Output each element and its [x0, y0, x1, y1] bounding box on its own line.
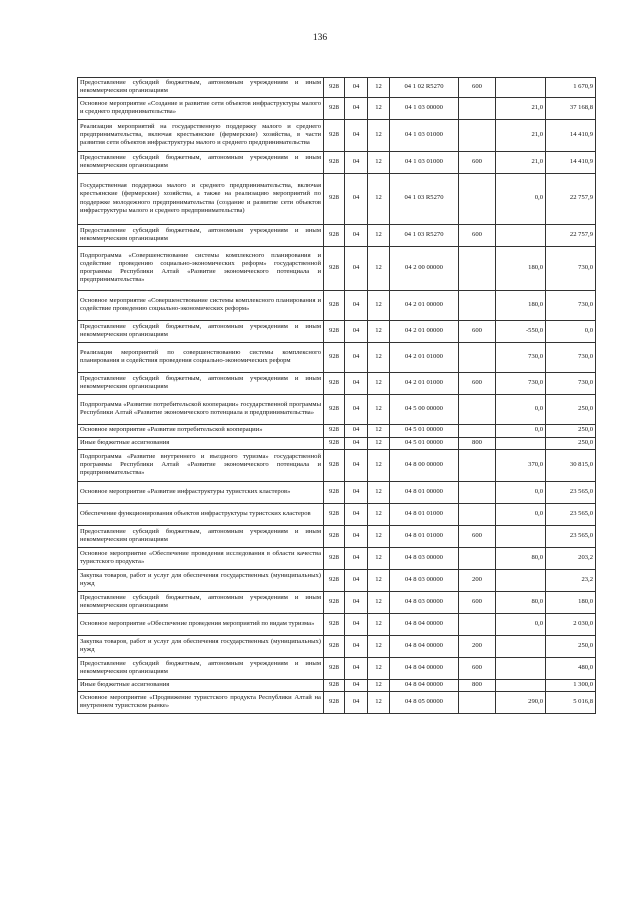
row-name: Основное мероприятие «Обеспечение проведения исследования в области качества туристского продукта»: [78, 547, 324, 569]
row-podrazdel: 12: [368, 525, 390, 547]
row-amount-change: 180,0: [496, 246, 546, 290]
row-tselevaya-statya: 04 8 01 01000: [390, 525, 459, 547]
row-grbs: 928: [324, 449, 345, 481]
row-grbs: 928: [324, 547, 345, 569]
row-podrazdel: 12: [368, 246, 390, 290]
row-vid-raskhodov: [459, 449, 496, 481]
row-name: Основное мероприятие «Обеспечение проведения мероприятий по видам туризма»: [78, 613, 324, 635]
row-grbs: 928: [324, 119, 345, 151]
row-amount-change: 0,0: [496, 613, 546, 635]
row-name: Основное мероприятие «Продвижение туристского продукта Республики Алтай на внутреннем туристском рынке»: [78, 691, 324, 713]
row-podrazdel: 12: [368, 547, 390, 569]
row-podrazdel: 12: [368, 569, 390, 591]
row-podrazdel: 12: [368, 437, 390, 449]
row-razdel: 04: [345, 481, 368, 503]
row-podrazdel: 12: [368, 151, 390, 173]
row-razdel: 04: [345, 173, 368, 224]
table-row: [78, 424, 596, 437]
row-name: Предоставление субсидий бюджетным, автономным учреждениям и иным некоммерческим организациям: [78, 78, 324, 98]
row-name: Реализация мероприятий по совершенствованию системы комплексного планирования и содействия проведения социально-экономических реформ: [78, 342, 324, 372]
row-amount-change: 730,0: [496, 342, 546, 372]
row-amount-total: 5 016,8: [546, 691, 596, 713]
row-vid-raskhodov: 600: [459, 591, 496, 613]
row-razdel: 04: [345, 635, 368, 657]
row-amount-change: 0,0: [496, 481, 546, 503]
row-amount-change: 80,0: [496, 591, 546, 613]
row-vid-raskhodov: [459, 342, 496, 372]
row-amount-total: 250,0: [546, 424, 596, 437]
row-razdel: 04: [345, 320, 368, 342]
row-name: Основное мероприятие «Совершенствование системы комплексного планирования и содействие проведению социально-экономических реформ»: [78, 290, 324, 320]
row-amount-total: 730,0: [546, 290, 596, 320]
table-row: [78, 97, 596, 119]
row-name: Предоставление субсидий бюджетным, автономным учреждениям и иным некоммерческим организациям: [78, 151, 324, 173]
row-tselevaya-statya: 04 2 01 00000: [390, 320, 459, 342]
row-tselevaya-statya: 04 8 01 01000: [390, 503, 459, 525]
row-podrazdel: 12: [368, 119, 390, 151]
table-row: [78, 78, 596, 98]
row-tselevaya-statya: 04 1 03 01000: [390, 151, 459, 173]
row-amount-change: [496, 525, 546, 547]
row-amount-change: 0,0: [496, 173, 546, 224]
row-amount-total: 730,0: [546, 342, 596, 372]
table-row: [78, 591, 596, 613]
row-amount-change: 370,0: [496, 449, 546, 481]
row-tselevaya-statya: 04 1 03 00000: [390, 97, 459, 119]
row-tselevaya-statya: 04 8 05 00000: [390, 691, 459, 713]
row-amount-total: 22 757,9: [546, 224, 596, 246]
row-amount-total: 1 300,0: [546, 679, 596, 691]
row-vid-raskhodov: 800: [459, 437, 496, 449]
row-name: Предоставление субсидий бюджетным, автономным учреждениям и иным некоммерческим организациям: [78, 320, 324, 342]
row-vid-raskhodov: 200: [459, 635, 496, 657]
table-row: [78, 691, 596, 713]
row-tselevaya-statya: 04 8 03 00000: [390, 569, 459, 591]
row-amount-total: 23,2: [546, 569, 596, 591]
row-amount-change: 290,0: [496, 691, 546, 713]
row-amount-total: 250,0: [546, 635, 596, 657]
row-tselevaya-statya: 04 1 03 R5270: [390, 173, 459, 224]
row-grbs: 928: [324, 503, 345, 525]
row-razdel: 04: [345, 246, 368, 290]
row-grbs: 928: [324, 246, 345, 290]
row-tselevaya-statya: 04 8 04 00000: [390, 613, 459, 635]
row-tselevaya-statya: 04 8 04 00000: [390, 657, 459, 679]
row-podrazdel: 12: [368, 613, 390, 635]
row-tselevaya-statya: 04 1 02 R5270: [390, 78, 459, 98]
row-vid-raskhodov: 600: [459, 320, 496, 342]
table-row: [78, 437, 596, 449]
row-amount-total: 23 565,0: [546, 525, 596, 547]
row-podrazdel: 12: [368, 320, 390, 342]
row-podrazdel: 12: [368, 679, 390, 691]
row-vid-raskhodov: [459, 424, 496, 437]
row-vid-raskhodov: [459, 613, 496, 635]
row-name: Основное мероприятие «Развитие потребительской кооперации»: [78, 424, 324, 437]
row-razdel: 04: [345, 547, 368, 569]
row-podrazdel: 12: [368, 424, 390, 437]
row-name: Подпрограмма «Развитие внутреннего и въездного туризма» государственной программы Республики Алтай «Развитие экономического потенциала и предпринимательства»: [78, 449, 324, 481]
row-podrazdel: 12: [368, 394, 390, 424]
row-amount-total: 250,0: [546, 394, 596, 424]
row-tselevaya-statya: 04 2 01 00000: [390, 290, 459, 320]
table-row: [78, 547, 596, 569]
table-row: [78, 679, 596, 691]
row-podrazdel: 12: [368, 372, 390, 394]
row-name: Обеспечение функционирования объектов инфраструктуры туристских кластеров: [78, 503, 324, 525]
row-tselevaya-statya: 04 1 03 R5270: [390, 224, 459, 246]
row-grbs: 928: [324, 424, 345, 437]
row-amount-change: [496, 679, 546, 691]
row-name: Закупка товаров, работ и услуг для обеспечения государственных (муниципальных) нужд: [78, 569, 324, 591]
table-row: [78, 290, 596, 320]
row-tselevaya-statya: 04 1 03 01000: [390, 119, 459, 151]
row-tselevaya-statya: 04 5 01 00000: [390, 424, 459, 437]
row-amount-change: 21,0: [496, 119, 546, 151]
row-amount-total: 730,0: [546, 246, 596, 290]
table-row: [78, 635, 596, 657]
row-amount-change: [496, 224, 546, 246]
row-name: Предоставление субсидий бюджетным, автономным учреждениям и иным некоммерческим организациям: [78, 224, 324, 246]
table-row: [78, 372, 596, 394]
row-tselevaya-statya: 04 5 01 00000: [390, 437, 459, 449]
table-row: [78, 657, 596, 679]
row-vid-raskhodov: [459, 97, 496, 119]
row-tselevaya-statya: 04 5 00 00000: [390, 394, 459, 424]
table-row: [78, 342, 596, 372]
row-name: Закупка товаров, работ и услуг для обеспечения государственных (муниципальных) нужд: [78, 635, 324, 657]
row-razdel: 04: [345, 424, 368, 437]
row-podrazdel: 12: [368, 691, 390, 713]
row-vid-raskhodov: [459, 290, 496, 320]
row-grbs: 928: [324, 394, 345, 424]
row-grbs: 928: [324, 290, 345, 320]
table-row: [78, 503, 596, 525]
row-podrazdel: 12: [368, 78, 390, 98]
row-amount-total: 730,0: [546, 372, 596, 394]
row-podrazdel: 12: [368, 290, 390, 320]
row-amount-total: 180,0: [546, 591, 596, 613]
table-row: [78, 613, 596, 635]
row-vid-raskhodov: 200: [459, 569, 496, 591]
row-razdel: 04: [345, 342, 368, 372]
row-grbs: 928: [324, 613, 345, 635]
row-podrazdel: 12: [368, 481, 390, 503]
budget-table: [77, 77, 596, 714]
row-amount-change: 0,0: [496, 424, 546, 437]
row-vid-raskhodov: 600: [459, 372, 496, 394]
row-razdel: 04: [345, 97, 368, 119]
row-razdel: 04: [345, 78, 368, 98]
row-vid-raskhodov: 600: [459, 224, 496, 246]
row-razdel: 04: [345, 613, 368, 635]
table-row: [78, 525, 596, 547]
row-grbs: 928: [324, 569, 345, 591]
row-amount-total: 30 815,0: [546, 449, 596, 481]
row-grbs: 928: [324, 372, 345, 394]
row-tselevaya-statya: 04 2 01 01000: [390, 372, 459, 394]
row-podrazdel: 12: [368, 503, 390, 525]
row-vid-raskhodov: [459, 246, 496, 290]
row-razdel: 04: [345, 657, 368, 679]
row-podrazdel: 12: [368, 635, 390, 657]
row-amount-change: 21,0: [496, 151, 546, 173]
row-amount-change: -550,0: [496, 320, 546, 342]
table-row: [78, 224, 596, 246]
row-tselevaya-statya: 04 8 03 00000: [390, 591, 459, 613]
row-name: Иные бюджетные ассигнования: [78, 679, 324, 691]
row-name: Предоставление субсидий бюджетным, автономным учреждениям и иным некоммерческим организациям: [78, 372, 324, 394]
row-tselevaya-statya: 04 8 03 00000: [390, 547, 459, 569]
row-amount-change: [496, 78, 546, 98]
row-name: Предоставление субсидий бюджетным, автономным учреждениям и иным некоммерческим организациям: [78, 591, 324, 613]
row-razdel: 04: [345, 372, 368, 394]
table-row: [78, 569, 596, 591]
row-amount-change: 730,0: [496, 372, 546, 394]
row-grbs: 928: [324, 97, 345, 119]
row-amount-change: [496, 635, 546, 657]
row-grbs: 928: [324, 224, 345, 246]
row-tselevaya-statya: 04 8 00 00000: [390, 449, 459, 481]
row-vid-raskhodov: [459, 481, 496, 503]
row-amount-change: 0,0: [496, 394, 546, 424]
row-amount-total: 23 565,0: [546, 503, 596, 525]
row-razdel: 04: [345, 394, 368, 424]
row-amount-change: 21,0: [496, 97, 546, 119]
row-razdel: 04: [345, 503, 368, 525]
row-podrazdel: 12: [368, 449, 390, 481]
row-amount-change: 80,0: [496, 547, 546, 569]
row-name: Подпрограмма «Развитие потребительской кооперации» государственной программы Республики Алтай «Развитие экономического потенциала и предпринимательства»: [78, 394, 324, 424]
row-podrazdel: 12: [368, 342, 390, 372]
row-vid-raskhodov: [459, 394, 496, 424]
row-grbs: 928: [324, 657, 345, 679]
row-amount-total: 480,0: [546, 657, 596, 679]
row-podrazdel: 12: [368, 224, 390, 246]
row-razdel: 04: [345, 290, 368, 320]
row-tselevaya-statya: 04 8 04 00000: [390, 679, 459, 691]
row-razdel: 04: [345, 437, 368, 449]
row-vid-raskhodov: 600: [459, 657, 496, 679]
row-name: Иные бюджетные ассигнования: [78, 437, 324, 449]
row-razdel: 04: [345, 224, 368, 246]
row-grbs: 928: [324, 691, 345, 713]
row-podrazdel: 12: [368, 591, 390, 613]
row-razdel: 04: [345, 119, 368, 151]
row-amount-change: 180,0: [496, 290, 546, 320]
row-vid-raskhodov: [459, 547, 496, 569]
row-amount-total: 14 410,9: [546, 151, 596, 173]
row-vid-raskhodov: [459, 503, 496, 525]
row-tselevaya-statya: 04 8 01 00000: [390, 481, 459, 503]
row-name: Основное мероприятие «Создание и развитие сети объектов инфраструктуры малого и среднего предпринимательства»: [78, 97, 324, 119]
row-amount-total: 0,0: [546, 320, 596, 342]
row-grbs: 928: [324, 635, 345, 657]
row-grbs: 928: [324, 320, 345, 342]
row-vid-raskhodov: 600: [459, 525, 496, 547]
row-razdel: 04: [345, 591, 368, 613]
row-razdel: 04: [345, 691, 368, 713]
row-grbs: 928: [324, 151, 345, 173]
table-row: [78, 151, 596, 173]
row-tselevaya-statya: 04 2 00 00000: [390, 246, 459, 290]
row-amount-total: 2 030,0: [546, 613, 596, 635]
row-amount-change: [496, 569, 546, 591]
row-razdel: 04: [345, 151, 368, 173]
row-grbs: 928: [324, 481, 345, 503]
row-razdel: 04: [345, 525, 368, 547]
row-vid-raskhodov: 600: [459, 151, 496, 173]
row-grbs: 928: [324, 342, 345, 372]
row-name: Государственная поддержка малого и среднего предпринимательства, включая крестьянские (фермерские) хозяйства, а также на реализацию мероприятий по поддержке молодежного предпринимательства (создание и развитие сети объектов инфраструктуры малого и среднего предпринимательства): [78, 173, 324, 224]
row-grbs: 928: [324, 679, 345, 691]
row-vid-raskhodov: 800: [459, 679, 496, 691]
row-vid-raskhodov: 600: [459, 78, 496, 98]
row-grbs: 928: [324, 78, 345, 98]
row-amount-total: 250,0: [546, 437, 596, 449]
row-grbs: 928: [324, 591, 345, 613]
table-body: [78, 78, 596, 714]
row-name: Основное мероприятие «Развитие инфраструктуры туристских кластеров»: [78, 481, 324, 503]
table-row: [78, 449, 596, 481]
row-vid-raskhodov: [459, 119, 496, 151]
row-amount-total: 37 168,8: [546, 97, 596, 119]
row-grbs: 928: [324, 525, 345, 547]
table-row: [78, 320, 596, 342]
row-razdel: 04: [345, 679, 368, 691]
row-name: Подпрограмма «Совершенствование системы комплексного планирования и содействие проведению социально-экономических реформ» государственной программы Республики Алтай «Развитие экономического потенциала и предпринимательства»: [78, 246, 324, 290]
row-razdel: 04: [345, 569, 368, 591]
row-tselevaya-statya: 04 2 01 01000: [390, 342, 459, 372]
row-amount-total: 23 565,0: [546, 481, 596, 503]
row-name: Предоставление субсидий бюджетным, автономным учреждениям и иным некоммерческим организациям: [78, 657, 324, 679]
row-amount-total: 22 757,9: [546, 173, 596, 224]
table-row: [78, 119, 596, 151]
row-name: Предоставление субсидий бюджетным, автономным учреждениям и иным некоммерческим организациям: [78, 525, 324, 547]
row-tselevaya-statya: 04 8 04 00000: [390, 635, 459, 657]
table-row: [78, 173, 596, 224]
row-amount-total: 1 670,9: [546, 78, 596, 98]
row-vid-raskhodov: [459, 173, 496, 224]
row-podrazdel: 12: [368, 97, 390, 119]
row-podrazdel: 12: [368, 173, 390, 224]
row-amount-change: 0,0: [496, 503, 546, 525]
row-grbs: 928: [324, 173, 345, 224]
row-name: Реализация мероприятий на государственную поддержку малого и среднего предпринимательства, включая крестьянские (фермерские) хозяйства, в части развития сети объектов инфраструктуры малого и среднего предпринимательства: [78, 119, 324, 151]
table-row: [78, 246, 596, 290]
page-number: 136: [312, 33, 328, 43]
row-grbs: 928: [324, 437, 345, 449]
row-amount-change: [496, 437, 546, 449]
row-podrazdel: 12: [368, 657, 390, 679]
row-amount-total: 14 410,9: [546, 119, 596, 151]
table-row: [78, 481, 596, 503]
row-razdel: 04: [345, 449, 368, 481]
row-amount-total: 203,2: [546, 547, 596, 569]
table-row: [78, 394, 596, 424]
row-amount-change: [496, 657, 546, 679]
row-vid-raskhodov: [459, 691, 496, 713]
